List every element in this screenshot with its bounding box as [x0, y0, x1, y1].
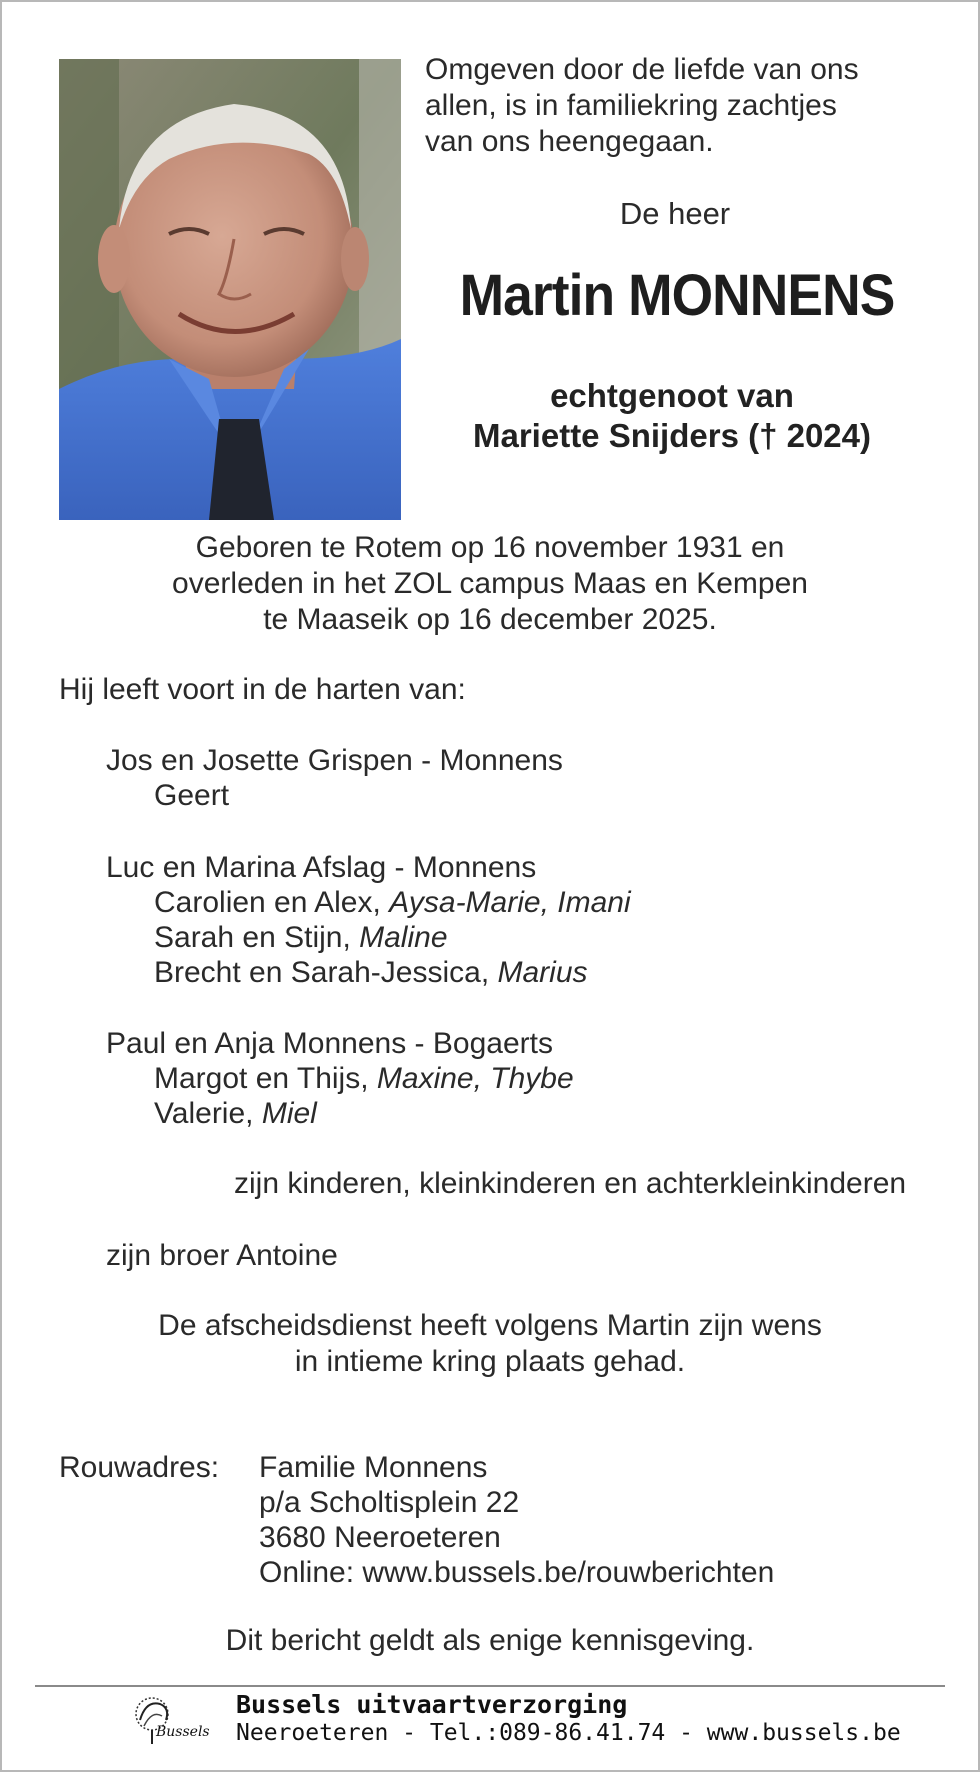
- family-head: Luc en Marina Afslag - Monnens: [106, 851, 537, 884]
- intro-line: Omgeven door de liefde van ons: [425, 53, 859, 86]
- service-text: [90, 1308, 890, 1380]
- member-children: Miel: [261, 1097, 317, 1130]
- spouse-block: [432, 376, 912, 456]
- member-names: Valerie,: [154, 1097, 262, 1130]
- member-names: Margot en Thijs,: [154, 1062, 377, 1095]
- service-line: De afscheidsdienst heeft volgens Martin zijn wens: [158, 1309, 822, 1342]
- portrait-photo: [59, 59, 401, 520]
- intro-line: van ons heengegaan.: [425, 125, 714, 158]
- intro-text: [425, 52, 859, 160]
- brother-line: zijn broer Antoine: [106, 1239, 338, 1272]
- member-children: Aysa-Marie, Imani: [389, 886, 631, 919]
- address-line: p/a Scholtisplein 22: [259, 1486, 520, 1519]
- address-line: Online: www.bussels.be/rouwberichten: [259, 1556, 775, 1589]
- spouse-line: echtgenoot van: [550, 377, 794, 414]
- birth-death-line: Geboren te Rotem op 16 november 1931 en: [195, 531, 785, 564]
- family-member: [154, 955, 588, 990]
- member-names: Geert: [154, 779, 230, 812]
- member-names: Sarah en Stijn,: [154, 921, 360, 954]
- member-names: Brecht en Sarah-Jessica,: [154, 956, 498, 989]
- company-contact: Neeroeteren - Tel.:089-86.41.74 - www.bussels.be: [236, 1720, 901, 1746]
- address-line: 3680 Neeroeteren: [259, 1521, 501, 1554]
- family-head: Paul en Anja Monnens - Bogaerts: [106, 1027, 553, 1060]
- family-member: [154, 1061, 574, 1096]
- birth-death-text: [90, 530, 890, 638]
- notice-line: Dit bericht geldt als enige kennisgeving.: [225, 1624, 755, 1657]
- family-member: [154, 1096, 317, 1131]
- spouse-line: Mariette Snijders († 2024): [473, 417, 871, 454]
- family-member: [154, 778, 229, 813]
- address-line: Familie Monnens: [259, 1451, 488, 1484]
- descendants-line: zijn kinderen, kleinkinderen en achterkleinkinderen: [234, 1167, 907, 1200]
- svg-text:Bussels: Bussels: [156, 1724, 210, 1740]
- birth-death-line: te Maaseik op 16 december 2025.: [263, 603, 717, 636]
- bussels-logo: [130, 1690, 210, 1752]
- member-children: Maxine, Thybe: [376, 1062, 574, 1095]
- service-line: in intieme kring plaats gehad.: [294, 1345, 686, 1378]
- lives-on-heading: Hij leeft voort in de harten van:: [59, 673, 466, 706]
- footer-divider: [35, 1685, 945, 1687]
- deceased-name: Martin MONNENS: [459, 263, 895, 328]
- family-member: [154, 885, 631, 920]
- intro-line: allen, is in familiekring zachtjes: [425, 89, 837, 122]
- salutation: De heer: [619, 196, 731, 231]
- member-names: Carolien en Alex,: [154, 886, 390, 919]
- family-member: [154, 920, 448, 955]
- birth-death-line: overleden in het ZOL campus Maas en Kempen: [172, 567, 808, 600]
- address-label: Rouwadres:: [59, 1451, 220, 1484]
- member-children: Maline: [359, 921, 448, 954]
- member-children: Marius: [497, 956, 588, 989]
- address-block: [259, 1450, 774, 1590]
- family-head: Jos en Josette Grispen - Monnens: [106, 744, 563, 777]
- company-name: Bussels uitvaartverzorging: [236, 1690, 628, 1719]
